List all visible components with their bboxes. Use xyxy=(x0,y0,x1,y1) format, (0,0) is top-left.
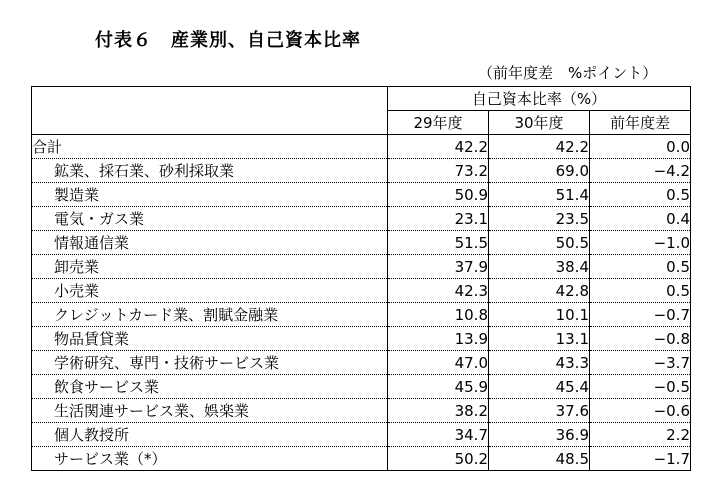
column-header-fy30: 30年度 xyxy=(489,111,590,135)
value-fy29: 38.2 xyxy=(388,399,489,423)
row-label: 飲食サービス業 xyxy=(32,375,388,399)
group-header: 自己資本比率（%） xyxy=(388,87,691,111)
table-row xyxy=(32,327,691,351)
value-fy29: 42.2 xyxy=(388,135,489,159)
value-diff: 2.2 xyxy=(590,423,691,447)
value-fy30: 13.1 xyxy=(489,327,590,351)
table-row xyxy=(32,375,691,399)
table-row xyxy=(32,183,691,207)
value-diff: −0.8 xyxy=(590,327,691,351)
table-row xyxy=(32,399,691,423)
value-fy29: 50.9 xyxy=(388,183,489,207)
unit-note: （前年度差 %ポイント） xyxy=(478,64,658,82)
row-label: 製造業 xyxy=(32,183,388,207)
value-fy30: 69.0 xyxy=(489,159,590,183)
value-fy30: 10.1 xyxy=(489,303,590,327)
header-blank-cell xyxy=(32,87,388,135)
value-fy29: 13.9 xyxy=(388,327,489,351)
value-fy30: 23.5 xyxy=(489,207,590,231)
column-header-diff: 前年度差 xyxy=(590,111,691,135)
row-label: サービス業（*） xyxy=(32,447,388,471)
row-label: 物品賃貸業 xyxy=(32,327,388,351)
column-header-fy29: 29年度 xyxy=(388,111,489,135)
row-label: 生活関連サービス業、娯楽業 xyxy=(32,399,388,423)
value-diff: −4.2 xyxy=(590,159,691,183)
value-fy29: 73.2 xyxy=(388,159,489,183)
value-fy29: 10.8 xyxy=(388,303,489,327)
value-fy29: 45.9 xyxy=(388,375,489,399)
value-fy29: 47.0 xyxy=(388,351,489,375)
value-fy30: 43.3 xyxy=(489,351,590,375)
row-label: 卸売業 xyxy=(32,255,388,279)
value-diff: −1.7 xyxy=(590,447,691,471)
value-fy30: 51.4 xyxy=(489,183,590,207)
table-row xyxy=(32,135,691,159)
row-label: 小売業 xyxy=(32,279,388,303)
table-row xyxy=(32,351,691,375)
value-fy30: 42.2 xyxy=(489,135,590,159)
value-diff: 0.5 xyxy=(590,255,691,279)
value-diff: −1.0 xyxy=(590,231,691,255)
value-diff: 0.4 xyxy=(590,207,691,231)
table-row xyxy=(32,255,691,279)
value-fy29: 42.3 xyxy=(388,279,489,303)
equity-ratio-table xyxy=(31,86,691,471)
value-diff: 0.0 xyxy=(590,135,691,159)
value-diff: −0.5 xyxy=(590,375,691,399)
table-row xyxy=(32,279,691,303)
row-label: クレジットカード業、割賦金融業 xyxy=(32,303,388,327)
value-fy30: 50.5 xyxy=(489,231,590,255)
value-fy29: 34.7 xyxy=(388,423,489,447)
value-diff: 0.5 xyxy=(590,279,691,303)
value-diff: −0.6 xyxy=(590,399,691,423)
row-label: 学術研究、専門・技術サービス業 xyxy=(32,351,388,375)
value-fy29: 51.5 xyxy=(388,231,489,255)
value-fy29: 23.1 xyxy=(388,207,489,231)
row-label: 鉱業、採石業、砂利採取業 xyxy=(32,159,388,183)
row-label: 電気・ガス業 xyxy=(32,207,388,231)
table-row xyxy=(32,423,691,447)
row-label: 合計 xyxy=(32,135,388,159)
table-body xyxy=(32,135,691,471)
value-fy30: 37.6 xyxy=(489,399,590,423)
row-label: 情報通信業 xyxy=(32,231,388,255)
table-row xyxy=(32,207,691,231)
table-row xyxy=(32,159,691,183)
value-fy30: 38.4 xyxy=(489,255,590,279)
value-fy30: 45.4 xyxy=(489,375,590,399)
table-row xyxy=(32,231,691,255)
table-row xyxy=(32,447,691,471)
value-diff: 0.5 xyxy=(590,183,691,207)
row-label: 個人教授所 xyxy=(32,423,388,447)
table-row xyxy=(32,303,691,327)
value-fy30: 42.8 xyxy=(489,279,590,303)
page-title: 付表６ 産業別、自己資本比率 xyxy=(95,30,361,51)
value-fy29: 37.9 xyxy=(388,255,489,279)
value-diff: −3.7 xyxy=(590,351,691,375)
value-fy30: 48.5 xyxy=(489,447,590,471)
value-fy30: 36.9 xyxy=(489,423,590,447)
value-fy29: 50.2 xyxy=(388,447,489,471)
value-diff: −0.7 xyxy=(590,303,691,327)
